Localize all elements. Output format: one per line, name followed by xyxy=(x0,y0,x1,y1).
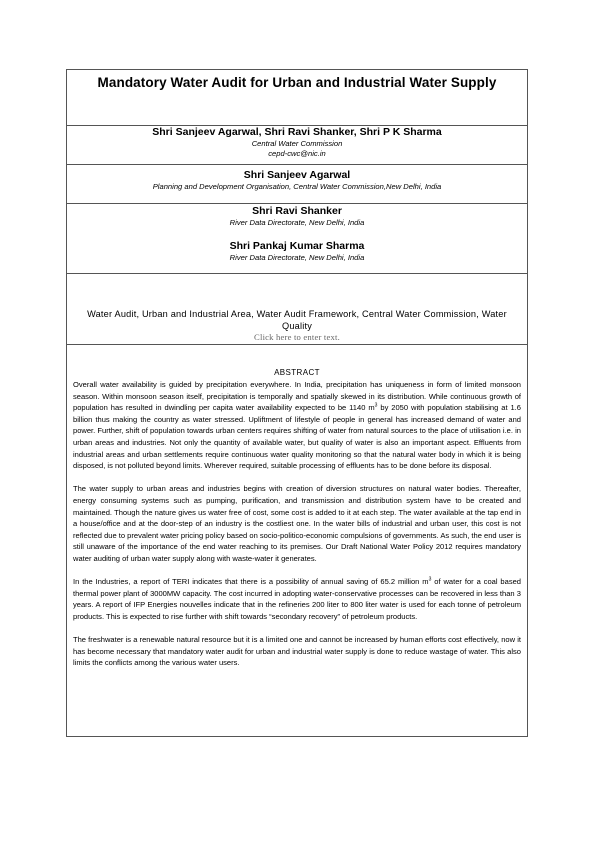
keywords-text: Water Audit, Urban and Industrial Area, Water Audit Framework, Central Water Commission, Water Quality xyxy=(87,309,507,331)
authors-org: Central Water Commission xyxy=(251,139,343,148)
authors-block xyxy=(67,126,527,159)
divider xyxy=(67,273,527,274)
divider xyxy=(67,344,527,345)
author1-name: Shri Sanjeev Agarwal xyxy=(243,169,351,181)
p3-superscript: 3 xyxy=(428,576,432,583)
author3-name: Shri Pankaj Kumar Sharma xyxy=(229,240,365,252)
abstract-section xyxy=(73,368,521,680)
divider xyxy=(67,164,527,165)
author3-affiliation: River Data Directorate, New Delhi, India xyxy=(229,253,365,262)
p1-text: Overall water availability is guided by precipitation everywhere. In India, precipitation has uniqueness in form of limited monsoon season. Within monsoon season itself, precipitation is temporally and spatially skewed in its distribution. While continuous growth of population has resulted in dwindling per capita water availability expected to be 1140 m xyxy=(73,380,521,413)
authors-names: Shri Sanjeev Agarwal, Shri Ravi Shanker, Shri P K Sharma xyxy=(152,126,442,138)
p1-superscript: 3 xyxy=(374,402,378,409)
abstract-paragraph-3 xyxy=(73,576,521,622)
abstract-paragraph-4: The freshwater is a renewable natural resource but it is a limited one and cannot be increased by human efforts cost effectively, now it has become necessary that mandatory water audit for urban and industrial water supply is done to reduce wastage of water. This also limits the conflicts among the various water users. xyxy=(73,635,521,668)
p1-text-rest: by 2050 with population stabilising at 1.6 billion thus making the country as water stressed. Upliftment of lifestyle of people in general has increased demand of water and power. Further, shift of population towards urban centers requires shifting of water from natural sources to the place of utilisation i.e. in urban areas and industries. Not only the quantity of available water, but quality of water is also an important aspect. Effluents from industrial areas and urban settlements require continuous water quality monitoring so that the natural water body in which it is being disposed, is not polluted beyond limits. Wherever required, suitable processing of effluents has to be done before its disposal. xyxy=(73,403,521,471)
p3-text: In the Industries, a report of TERI indicates that there is a possibility of annual saving of 65.2 million m xyxy=(73,577,429,587)
p3-text-rest: of water for a coal based thermal power plant of 3000MW capacity. The cost incurred in adopting water-conservative processes can be recovered in less than 3 years. A report of IFP Energies nouvelles indicate that in the refineries 200 liter to 800 liter water is used for each tonne of petroleum products. This is expected to rise further with shift towards “secondary recovery” of petroleum products. xyxy=(73,577,521,621)
placeholder-hint[interactable]: Click here to enter text. xyxy=(254,332,340,342)
author2-affiliation: River Data Directorate, New Delhi, India xyxy=(229,218,365,227)
author3-block xyxy=(67,240,527,263)
divider xyxy=(67,203,527,204)
abstract-paragraph-2: The water supply to urban areas and industries begins with creation of diversion structures on natural water bodies. Thereafter, energy consuming systems such as pumping, purification, and transmission and distribution system have to be created and maintained. Though the nature gives us water free of cost, some cost is added to it at each step. The water available at the tap end in a house/office and at the door-step of an industry is the costliest one. In the water bills of industrial and urban user, this cost is not reflected due to prevalent water pricing policy based on socio-politico-economic compulsions of governments. As such, the end user is still unaware of the importance of the end water reaching to its premises. Our Draft National Water Policy 2012 requires mandatory water auditing of urban water supply along with waste-water it generates. xyxy=(73,484,521,563)
author2-name: Shri Ravi Shanker xyxy=(252,205,342,217)
paper-frame xyxy=(66,69,528,737)
paper-title: Mandatory Water Audit for Urban and Industrial Water Supply xyxy=(97,75,497,90)
authors-email[interactable]: cepd-cwc@nic.in xyxy=(268,149,326,158)
abstract-heading: ABSTRACT xyxy=(274,368,320,377)
keywords xyxy=(67,308,527,343)
author1-affiliation: Planning and Development Organisation, Central Water Commission,New Delhi, India xyxy=(152,182,442,191)
abstract-paragraph-1 xyxy=(73,379,521,472)
author2-block xyxy=(67,205,527,228)
author1-block xyxy=(67,169,527,192)
